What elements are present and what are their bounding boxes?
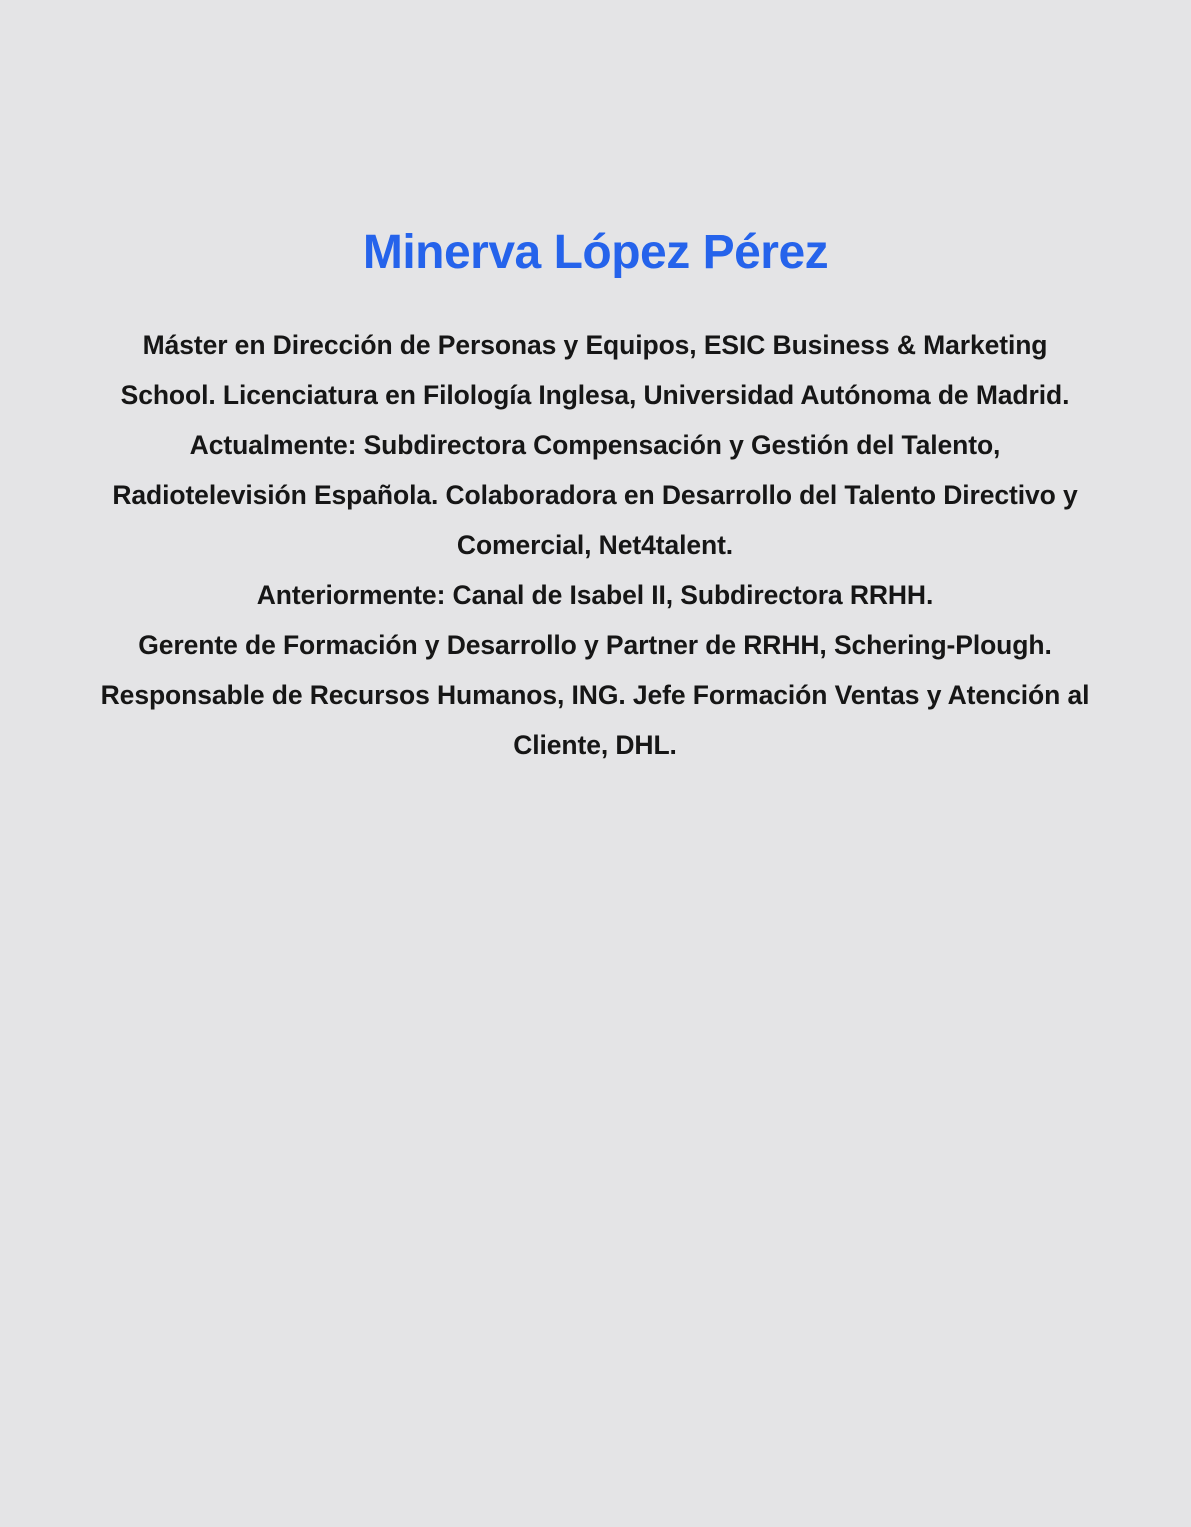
biography-block bbox=[95, 320, 1095, 770]
biography-paragraph-previous-role-1: Anteriormente: Canal de Isabel II, Subdirectora RRHH. bbox=[256, 580, 934, 610]
page-title: Minerva López Pérez bbox=[362, 226, 829, 280]
biography-paragraph-education: Máster en Dirección de Personas y Equipos, ESIC Business & Marketing School. Licenciatura en Filología Inglesa, Universidad Autónoma de Madrid. Actualmente: Subdirectora Compensación y Gestión del Talento, Radiotelevisión Española. Colaboradora en Desarrollo del Talento Directivo y Comercial, Net4talent. bbox=[112, 330, 1078, 560]
biography-paragraph-previous-role-3: Responsable de Recursos Humanos, ING. Jefe Formación Ventas y Atención al Cliente, DHL. bbox=[100, 680, 1090, 760]
biography-paragraph-previous-role-2: Gerente de Formación y Desarrollo y Partner de RRHH, Schering-Plough. bbox=[138, 630, 1052, 660]
